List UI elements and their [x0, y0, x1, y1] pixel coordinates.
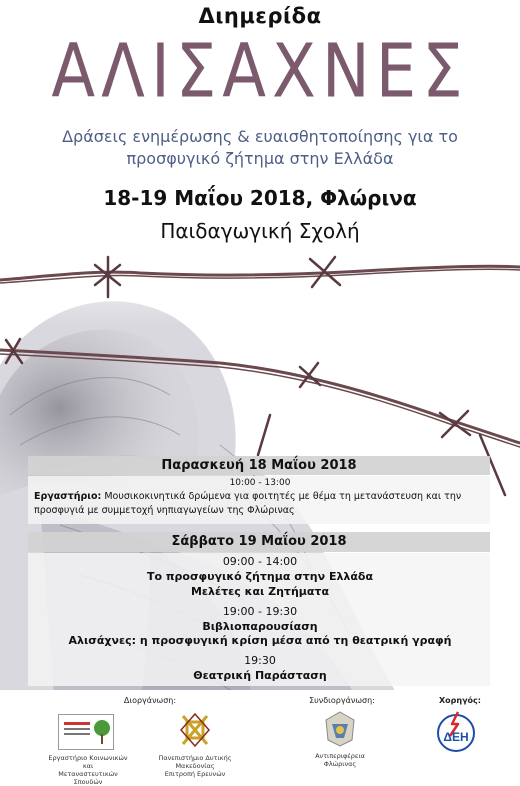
footer-logos: [0, 690, 520, 786]
coorganizer-label: Συνδιοργάνωση:: [309, 696, 375, 705]
org2-caption: Πανεπιστήμιο Δυτικής Μακεδονίας Επιτροπή Ερευνών: [158, 754, 232, 778]
university-logo-icon: [177, 710, 213, 750]
day1-time: 10:00 - 13:00: [229, 478, 291, 488]
region-emblem-icon: [322, 710, 358, 748]
day2-heading: Σάββατο 19 Μαΐου 2018: [28, 532, 490, 552]
session1-subtitle: Μελέτες και Ζητήματα: [190, 585, 330, 598]
event-venue: Παιδαγωγική Σχολή: [160, 219, 360, 243]
day2-time-2: 19:00 - 19:30: [222, 605, 298, 618]
session2-subtitle: Αλισάχνες: η προσφυγική κρίση μέσα από τη θεατρική γραφή: [68, 634, 452, 647]
org1-caption: Εργαστήριο Κοινωνικών και Μεταναστευτικών Σπουδών: [48, 754, 128, 786]
sponsor-label: Χορηγός:: [439, 696, 481, 705]
organizer-label: Διοργάνωση:: [123, 696, 177, 705]
event-dates: 18-19 Μαΐου 2018, Φλώρινα: [103, 186, 417, 210]
workshop-line-2: προσφυγιά με συμμετοχή νηπιαγωγείων της Φλώρινας: [34, 505, 295, 516]
day2-time-1: 09:00 - 14:00: [222, 555, 298, 568]
workshop-line-1: Μουσικοκινητικά δρώμενα για φοιτητές με θέμα τη μετανάστευση και την: [101, 491, 462, 502]
workshop-label: Εργαστήριο:: [34, 491, 102, 502]
day1-workshop: [34, 490, 484, 518]
day2-time-3: 19:30: [244, 654, 276, 667]
subtitle-line-1: Δράσεις ενημέρωσης & ευαισθητοποίησης για το: [62, 127, 458, 146]
power-company-logo-icon: [434, 710, 478, 754]
subtitle-line-2: προσφυγικό ζήτημα στην Ελλάδα: [126, 149, 394, 168]
coorg-caption: Αντιπεριφέρεια Φλώρινας: [315, 752, 365, 768]
session2-title: Βιβλιοπαρουσίαση: [202, 620, 318, 633]
event-title: ΑΛΙΣΑΧΝΕΣ: [51, 30, 469, 116]
event-type: Διημερίδα: [198, 4, 322, 28]
session3-title: Θεατρική Παράσταση: [193, 669, 327, 682]
day1-heading: Παρασκευή 18 Μαΐου 2018: [28, 456, 490, 475]
sponsor-logo-text: ΔΕΗ: [443, 730, 469, 744]
session1-title: Το προσφυγικό ζήτημα στην Ελλάδα: [146, 570, 374, 583]
lab-logo-icon: [58, 714, 114, 750]
